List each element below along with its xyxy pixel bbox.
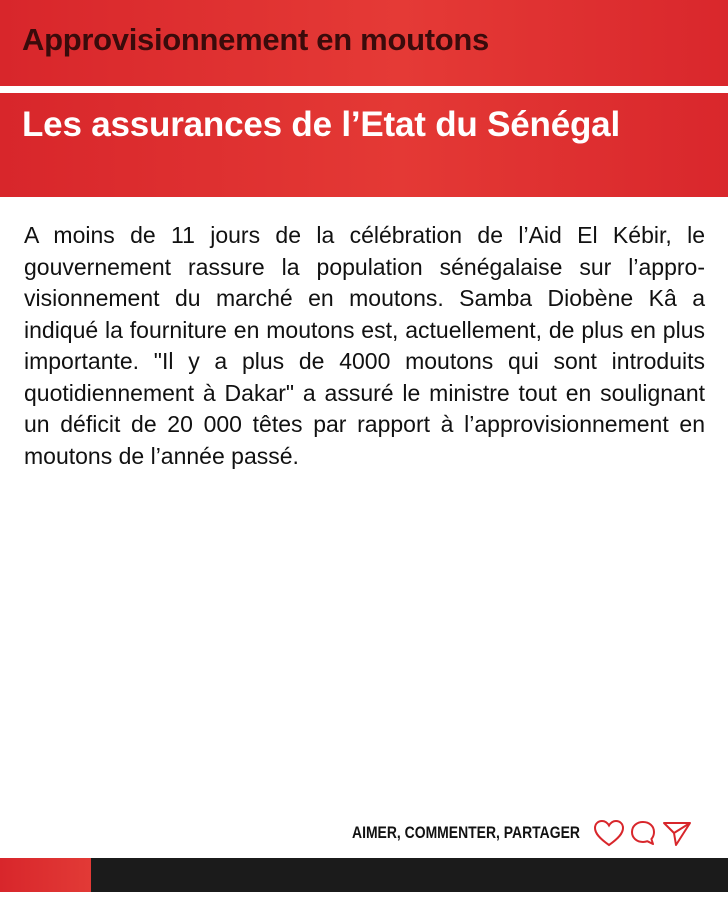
comment-icon[interactable]	[626, 816, 660, 850]
divider	[0, 86, 728, 93]
footer-red-bar	[0, 858, 91, 892]
social-label: AIMER, COMMENTER, PARTAGER	[352, 823, 580, 842]
headline: Les assurances de l’Etat du Sénégal	[22, 105, 620, 144]
social-actions	[352, 816, 712, 850]
heart-icon[interactable]	[592, 816, 626, 850]
article-body: A moins de 11 jours de la célébration de l’Aid El Kébir, le gouvernement rassure la population sénégalaise sur l’approvisionnement du marché en moutons. Samba Diobène Kâ a indiqué la fourniture en moutons est, actuellement, de plus en plus importante. "Il y a plus de 4000 moutons qui sont introduits quotidiennement à Dakar" a assuré le ministre tout en soulignant un déficit de 20 000 têtes par rapport à l’approvisionnement en moutons de l’année passé.	[24, 222, 705, 469]
send-icon[interactable]	[660, 816, 694, 850]
footer-black-bar	[91, 858, 728, 892]
kicker-title: Approvisionnement en moutons	[22, 22, 489, 57]
